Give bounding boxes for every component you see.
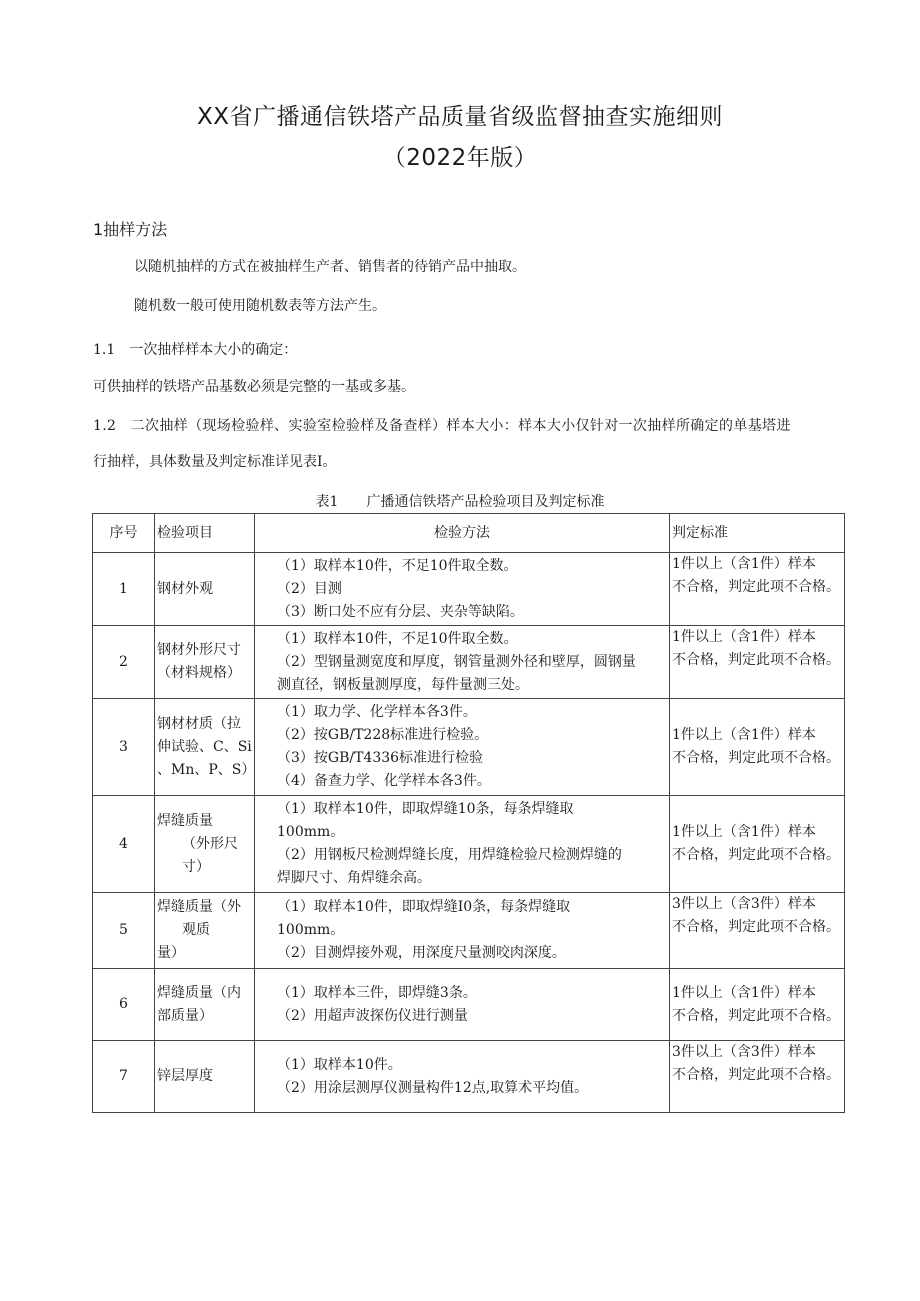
judgement-criteria-line: 1件以上（含1件）样本 (672, 629, 816, 645)
inspection-item-line: 伸试验、C、Si (157, 738, 252, 755)
inspection-item-line: 量） (157, 945, 185, 961)
inspection-item-line: 锌层厚度 (157, 1068, 213, 1084)
inspection-method-line: （3）断口处不应有分层、夹杂等缺陷。 (277, 603, 524, 620)
inspection-method-line: 焊脚尺寸、角焊缝余高。 (277, 870, 431, 886)
judgement-criteria-line: 3件以上（含3件）样本 (672, 896, 816, 912)
judgement-criteria (670, 1041, 845, 1113)
judgement-criteria (670, 796, 845, 893)
judgement-criteria-line: 不合格，判定此项不合格。 (672, 1067, 840, 1083)
inspection-item (155, 626, 255, 699)
inspection-item-line: 钢材外观 (157, 580, 213, 597)
inspection-item-line: （外形尺寸） (182, 835, 238, 875)
table-row (93, 553, 845, 626)
paragraph-sample-size: 行抽样，具体数量及判定标准详见表I。 (93, 454, 337, 470)
row-number: 5 (93, 893, 155, 969)
inspection-method-line: （1）取力学、化学样本各3件。 (277, 704, 477, 720)
inspection-method-line: （2）用涂层测厚仪测量构件12点,取算术平均值。 (277, 1079, 589, 1096)
row-number: 7 (93, 1041, 155, 1113)
row-number: 4 (93, 796, 155, 893)
document-title: XX省广播通信铁塔产品质量省级监督抽查实施细则 (196, 104, 723, 130)
inspection-item (155, 796, 255, 893)
inspection-table-body (93, 514, 845, 1113)
section-heading-1-1: 1.1 一次抽样样本大小的确定： (93, 342, 298, 358)
inspection-item-line: （材料规格） (157, 665, 241, 681)
header-method: 检验方法 (255, 514, 670, 553)
judgement-criteria (670, 893, 845, 969)
table-caption: 表1 广播通信铁塔产品检验项目及判定标准 (315, 494, 605, 510)
judgement-criteria (670, 969, 845, 1041)
inspection-method (255, 893, 670, 969)
section-heading-1-2: 1.2 二次抽样（现场检验样、实验室检验样及备查样）样本大小：样本大小仅针对一次抽样所确定的单基塔进 (93, 418, 791, 434)
inspection-method-line: 测直径，钢板量测厚度，每件量测三处。 (277, 676, 529, 693)
table-row (93, 893, 845, 969)
inspection-method-line: （4）备查力学、化学样本各3件。 (277, 773, 491, 789)
inspection-method-line: （1）取样本10件，不足10件取全数。 (277, 630, 518, 647)
table-row (93, 1041, 845, 1113)
paragraph-base-count: 可供抽样的铁塔产品基数必须是完整的一基或多基。 (93, 379, 415, 395)
inspection-method-line: （3）按GB/T4336标准进行检验 (277, 750, 484, 766)
inspection-method (255, 699, 670, 796)
inspection-method-line: （2）目测焊接外观，用深度尺量测咬肉深度。 (277, 945, 566, 961)
inspection-method-line: （2）型钢量测宽度和厚度，钢管量测外径和壁厚，圆钢量 (277, 653, 636, 670)
inspection-method-line: （2）目测 (277, 580, 342, 597)
row-number: 6 (93, 969, 155, 1041)
inspection-method-line: （1）取样本10件，即取焊缝I0条，每条焊缝取 (277, 899, 571, 915)
inspection-method-line: （1）取样本10件，即取焊缝10条，每条焊缝取 (277, 801, 574, 817)
judgement-criteria-line: 不合格，判定此项不合格。 (672, 750, 840, 766)
inspection-method (255, 553, 670, 626)
judgement-criteria-line: 1件以上（含1件）样本 (672, 984, 816, 1001)
judgement-criteria (670, 626, 845, 699)
inspection-method-line: 100mm。 (277, 922, 345, 938)
inspection-method (255, 1041, 670, 1113)
row-number: 2 (93, 626, 155, 699)
inspection-method (255, 969, 670, 1041)
judgement-criteria-line: 1件以上（含1件）样本 (672, 727, 816, 743)
paragraph-sampling-method: 以随机抽样的方式在被抽样生产者、销售者的待销产品中抽取。 (134, 259, 526, 275)
judgement-criteria (670, 553, 845, 626)
inspection-item-line: 钢材材质（拉 (157, 715, 241, 732)
inspection-item-line: 焊缝质量 (157, 812, 213, 829)
table-row (93, 626, 845, 699)
header-criteria: 判定标准 (670, 514, 845, 553)
judgement-criteria-line: 1件以上（含1件）样本 (672, 556, 816, 572)
inspection-item-line: 焊缝质量（外 (157, 899, 241, 915)
judgement-criteria-line: 不合格，判定此项不合格。 (672, 919, 840, 935)
inspection-method (255, 626, 670, 699)
inspection-method-line: （2）用超声波探伤仪进行测量 (277, 1007, 468, 1024)
inspection-table (92, 513, 845, 1113)
row-number: 1 (93, 553, 155, 626)
inspection-item-line: 、Mn、P、S） (157, 761, 256, 778)
judgement-criteria-line: 3件以上（含3件）样本 (672, 1044, 816, 1060)
section-heading-1: 1抽样方法 (93, 220, 168, 239)
inspection-method-line: （1）取样本三件，即焊缝3条。 (277, 984, 477, 1001)
table-row (93, 699, 845, 796)
paragraph-random-number: 随机数一般可使用随机数表等方法产生。 (134, 298, 386, 314)
inspection-method-line: （1）取样本10件，不足10件取全数。 (277, 557, 518, 574)
inspection-item-line: 部质量） (157, 1007, 213, 1024)
inspection-method-line: 100mm。 (277, 824, 345, 840)
inspection-item-line: 钢材外形尺寸 (157, 642, 241, 658)
inspection-item (155, 699, 255, 796)
table-row (93, 796, 845, 893)
inspection-item (155, 969, 255, 1041)
inspection-item-line: 焊缝质量（内 (157, 984, 241, 1001)
inspection-item (155, 1041, 255, 1113)
judgement-criteria-line: 1件以上（含1件）样本 (672, 824, 816, 840)
row-number: 3 (93, 699, 155, 796)
judgement-criteria-line: 不合格，判定此项不合格。 (672, 579, 840, 595)
table-header-row (93, 514, 845, 553)
judgement-criteria-line: 不合格，判定此项不合格。 (672, 1007, 840, 1024)
table-row (93, 969, 845, 1041)
inspection-method-line: （2）按GB/T228标准进行检验。 (277, 727, 489, 743)
header-item: 检验项目 (155, 514, 255, 553)
inspection-item (155, 893, 255, 969)
inspection-method-line: （1）取样本10件。 (277, 1056, 402, 1073)
inspection-method (255, 796, 670, 893)
inspection-item-line: 观质 (182, 922, 210, 938)
document-subtitle: （2022年版） (382, 145, 538, 171)
judgement-criteria-line: 不合格，判定此项不合格。 (672, 652, 840, 668)
judgement-criteria-line: 不合格，判定此项不合格。 (672, 847, 840, 863)
inspection-method-line: （2）用钢板尺检测焊缝长度，用焊缝检验尺检测焊缝的 (277, 847, 622, 863)
header-no: 序号 (93, 514, 155, 553)
inspection-item (155, 553, 255, 626)
judgement-criteria (670, 699, 845, 796)
